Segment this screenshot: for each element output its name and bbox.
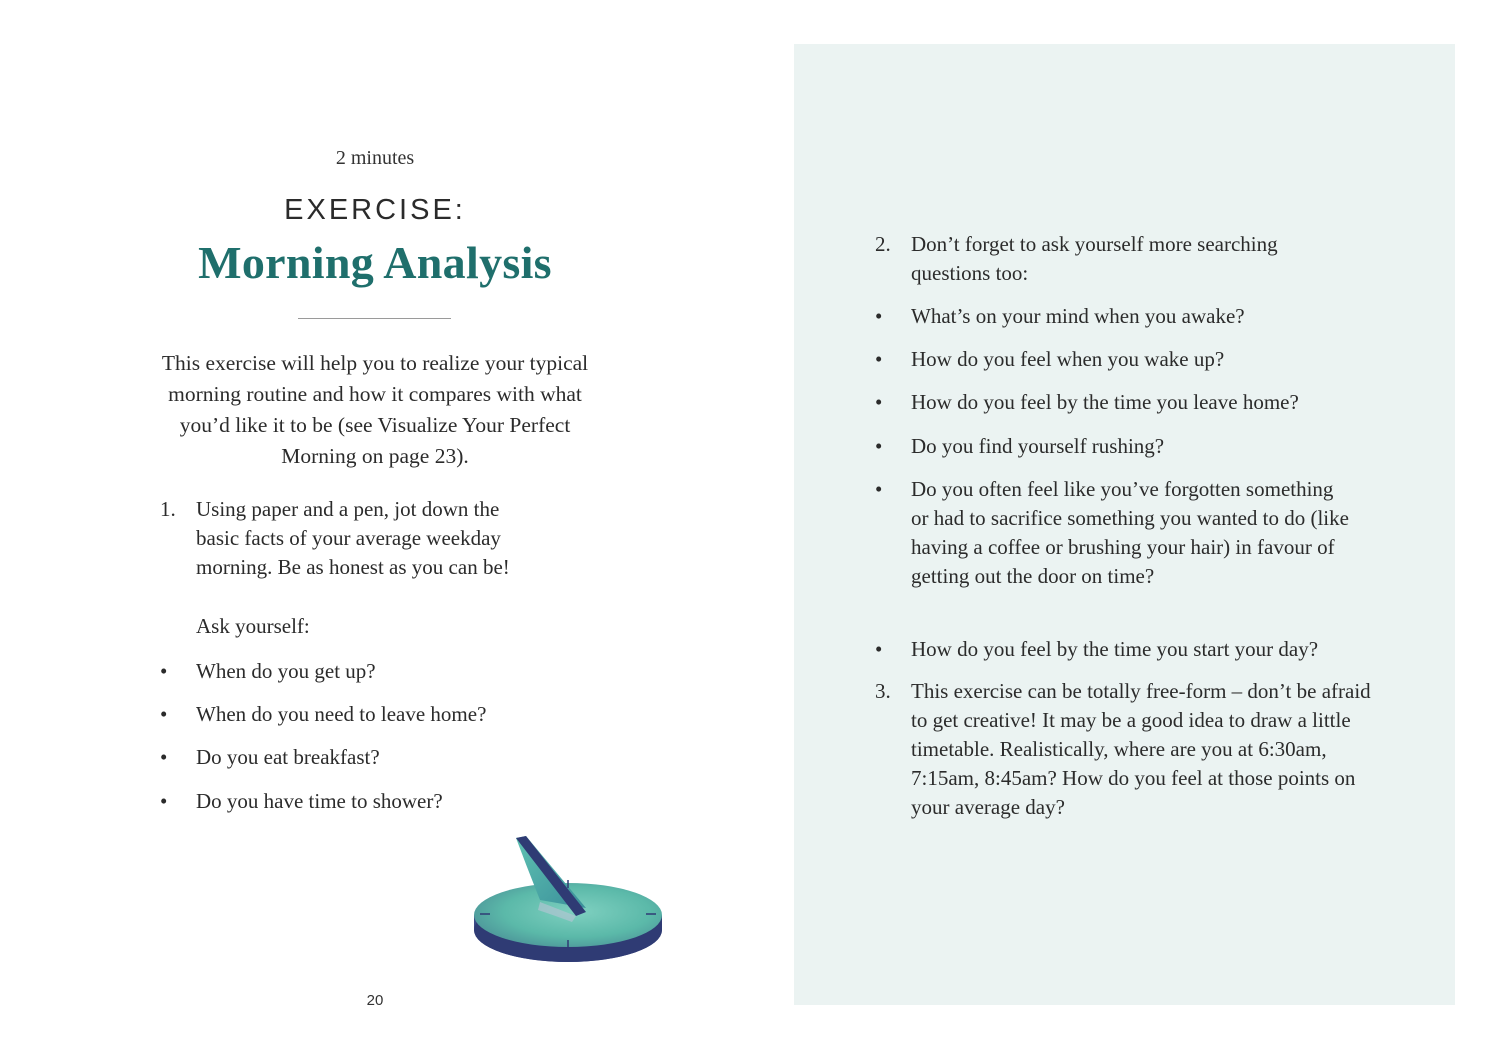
step-number: 2. [875, 232, 891, 256]
step-text: Using paper and a pen, jot down the basic facts of your average weekday morning. Be as honest as you can be! [196, 497, 510, 579]
title-divider [298, 318, 451, 319]
list-item: • When do you get up? [160, 657, 376, 686]
step-number: 3. [875, 679, 891, 703]
page-number: 20 [366, 992, 384, 1009]
list-item: • What’s on your mind when you awake? [875, 302, 1245, 331]
list-item: • When do you need to leave home? [160, 700, 486, 729]
list-item: • Do you often feel like you’ve forgotten something or had to sacrifice something you wanted to do (like having a coffee or brushing your hair) in favour of getting out the door on time? [875, 477, 1349, 588]
page-title: Morning Analysis [198, 237, 552, 288]
step-text: Don’t forget to ask yourself more searching questions too: [911, 232, 1278, 285]
ask-yourself-label: Ask yourself: [196, 614, 310, 638]
step-number: 1. [160, 497, 176, 521]
list-item: • How do you feel when you wake up? [875, 345, 1224, 374]
bullet-icon: • [875, 477, 883, 501]
list-item: • How do you feel by the time you leave home? [875, 388, 1299, 417]
step-1 [160, 495, 580, 641]
bullet-icon: • [160, 702, 168, 726]
bullet-icon: • [875, 637, 883, 661]
list-item: • Do you eat breakfast? [160, 743, 380, 772]
exercise-kicker: EXERCISE: [284, 194, 466, 226]
sundial-icon [468, 830, 668, 965]
bullet-icon: • [875, 434, 883, 458]
list-item: • How do you feel by the time you start your day? [875, 635, 1381, 664]
duration-label: 2 minutes [335, 147, 415, 169]
intro-paragraph: This exercise will help you to realize your typical morning routine and how it compares with what you’d like it to be (see Visualize Your Perfect Morning on page 23). [161, 351, 589, 468]
list-item: • Do you have time to shower? [160, 787, 443, 816]
bullet-icon: • [875, 390, 883, 414]
list-item: • Do you find yourself rushing? [875, 432, 1164, 461]
step-text: This exercise can be totally free-form – don’t be afraid to get creative! It may be a good idea to draw a little timetable. Realistically, where are you at 6:30am, 7:15am, 8:45am? How do you feel at those points on your average day? [911, 679, 1371, 819]
bullet-icon: • [875, 347, 883, 371]
bullet-icon: • [160, 789, 168, 813]
bullet-icon: • [875, 304, 883, 328]
bullet-icon: • [160, 659, 168, 683]
bullet-icon: • [160, 745, 168, 769]
